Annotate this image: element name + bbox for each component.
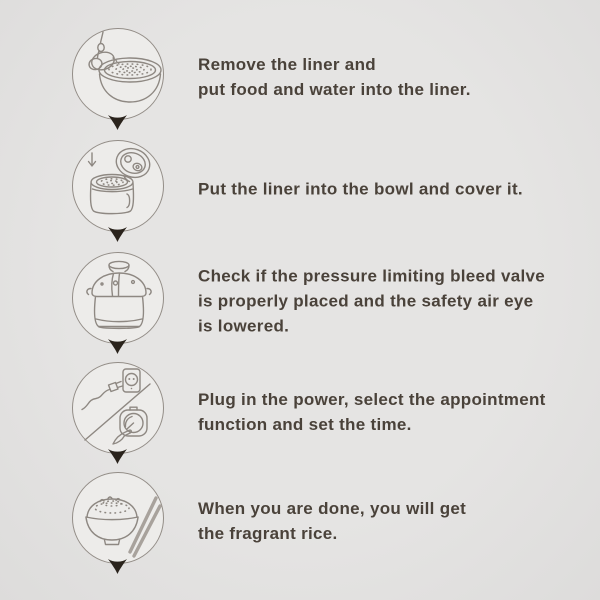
down-arrow-icon — [107, 226, 128, 243]
rice-bowl-chopsticks-icon — [72, 472, 164, 564]
step-text-line: When you are done, you will get — [198, 499, 467, 518]
step-text-line: the fragrant rice. — [198, 524, 338, 543]
down-arrow-icon — [107, 114, 128, 131]
step-text-line: is lowered. — [198, 316, 290, 336]
down-arrow-icon — [107, 558, 128, 575]
down-arrow-icon — [107, 338, 128, 355]
step-4-circle — [72, 362, 164, 454]
step-text-line: Put the liner into the bowl and cover it. — [198, 179, 523, 199]
step-2-text — [198, 177, 523, 202]
plug-and-timer-icon — [72, 362, 164, 454]
step-4-text — [198, 387, 546, 437]
step-5-circle — [72, 472, 164, 564]
step-text-line: is properly placed and the safety air eye — [198, 291, 534, 311]
step-1-text — [198, 52, 471, 102]
step-5-text — [198, 496, 466, 546]
step-text-line: Plug in the power, select the appointment — [198, 390, 546, 409]
step-2-circle — [72, 140, 164, 232]
step-1-circle — [72, 28, 164, 120]
step-text-line: Check if the pressure limiting bleed valve — [198, 266, 546, 286]
step-text-line: function and set the time. — [198, 415, 412, 434]
pressure-cooker-icon — [72, 252, 164, 344]
liner-into-bowl-icon — [72, 140, 164, 232]
step-text-line: put food and water into the liner. — [198, 80, 471, 99]
liner-and-ladle-icon — [72, 28, 164, 120]
step-text-line: Remove the liner and — [198, 55, 376, 74]
step-3-circle — [72, 252, 164, 344]
step-3-text — [198, 264, 545, 339]
down-arrow-icon — [107, 448, 128, 465]
